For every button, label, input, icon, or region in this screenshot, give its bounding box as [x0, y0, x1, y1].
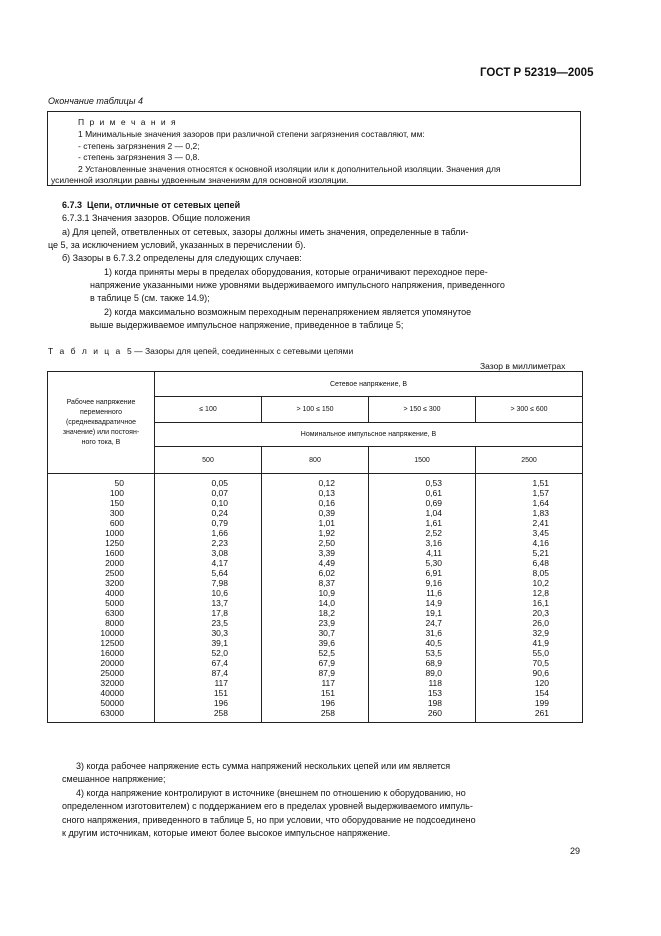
table-units: Зазор в миллиметрах	[480, 361, 566, 371]
working-voltage-value: 5000	[105, 598, 124, 608]
clearance-value: 20,3	[532, 608, 550, 618]
impulse-voltage-header: Номинальное импульсное напряжение, В	[155, 423, 583, 447]
working-voltage-value: 32000	[100, 678, 124, 688]
clearance-value: 3,45	[532, 528, 550, 538]
clearance-value: 199	[534, 698, 550, 708]
impulse-value-header: 1500	[369, 447, 476, 474]
clearance-value: 0,79	[211, 518, 228, 528]
clearance-value: 0,10	[211, 498, 228, 508]
clearance-column-2500	[476, 474, 583, 723]
clearance-value: 14,0	[318, 598, 335, 608]
working-voltage-value: 1000	[105, 528, 124, 538]
range-header: > 150 ≤ 300	[369, 397, 476, 423]
note-line: - степень загрязнения 2 — 0,2;	[78, 141, 200, 151]
clearance-value: 6,48	[532, 558, 550, 568]
clearance-value: 151	[213, 688, 228, 698]
clearance-value: 1,51	[532, 478, 550, 488]
clearance-value: 32,9	[532, 628, 550, 638]
clearance-value: 198	[427, 698, 442, 708]
paragraph-line: це 5, за исключением условий, указанных в перечислении б).	[48, 240, 306, 250]
clearance-value: 258	[213, 708, 228, 718]
clearance-value: 41,9	[532, 638, 550, 648]
working-voltage-value: 4000	[105, 588, 124, 598]
clearance-value: 117	[321, 678, 335, 688]
clearance-value: 30,3	[211, 628, 228, 638]
clearance-value: 0,13	[318, 488, 335, 498]
clearance-value: 0,07	[211, 488, 228, 498]
clearance-value: 16,1	[532, 598, 550, 608]
clearance-value: 52,0	[211, 648, 228, 658]
clearance-value: 30,7	[318, 628, 335, 638]
clearance-value: 118	[428, 678, 442, 688]
clearance-column-1500	[369, 474, 476, 723]
clearance-value: 8,37	[318, 578, 335, 588]
clearance-value: 67,4	[211, 658, 228, 668]
clearance-value: 40,5	[425, 638, 442, 648]
clearance-value: 261	[534, 708, 550, 718]
impulse-value-header: 2500	[476, 447, 583, 474]
clearance-value: 0,69	[425, 498, 442, 508]
paragraph-line: напряжение указанными ниже уровнями выдерживаемого импульсного напряжения, приведенного	[90, 280, 505, 290]
clearance-value: 23,5	[211, 618, 228, 628]
paragraph-line: определенном изготовителем) с поддержанием его в пределах уровней выдерживаемого импуль-	[62, 801, 473, 811]
working-voltage-value: 25000	[100, 668, 124, 678]
clearance-value: 3,16	[425, 538, 442, 548]
clearance-value: 2,41	[532, 518, 550, 528]
range-header: > 300 ≤ 600	[476, 397, 583, 423]
clearance-value: 11,6	[426, 588, 442, 598]
subsection-title: 6.7.3.1 Значения зазоров. Общие положения	[62, 213, 251, 223]
clearance-column-500	[155, 474, 262, 723]
clearance-value: 1,92	[318, 528, 335, 538]
clearance-table	[47, 371, 583, 723]
clearance-value: 153	[427, 688, 442, 698]
note-line: 2 Установленные значения относятся к основной изоляции или к дополнительной изоляции. Значения для	[78, 164, 501, 174]
clearance-value: 260	[427, 708, 442, 718]
page-number: 29	[570, 846, 581, 856]
working-voltage-value: 1600	[105, 548, 124, 558]
clearance-value: 196	[320, 698, 335, 708]
clearance-value: 7,98	[211, 578, 228, 588]
clearance-value: 4,49	[318, 558, 335, 568]
clearance-value: 1,57	[532, 488, 550, 498]
working-voltage-value: 300	[109, 508, 124, 518]
clearance-value: 0,12	[318, 478, 335, 488]
paragraph-line: 3) когда рабочее напряжение есть сумма напряжений нескольких цепей или им является	[76, 761, 451, 771]
clearance-value: 154	[534, 688, 550, 698]
clearance-value: 14,9	[425, 598, 442, 608]
clearance-value: 18,2	[318, 608, 335, 618]
range-header: > 100 ≤ 150	[262, 397, 369, 423]
clearance-value: 2,50	[318, 538, 335, 548]
working-voltage-value: 3200	[105, 578, 124, 588]
paragraph-line: выше выдерживаемое импульсное напряжение, приведенное в таблице 5;	[90, 320, 404, 330]
clearance-value: 39,1	[211, 638, 228, 648]
note-line: усиленной изоляции равны удвоенным значениям для основной изоляции.	[51, 175, 349, 185]
working-voltage-value: 1250	[105, 538, 124, 548]
clearance-value: 0,61	[425, 488, 442, 498]
paragraph-line: в таблице 5 (см. также 14.9);	[90, 293, 210, 303]
working-voltage-value: 2500	[105, 568, 124, 578]
paragraph-line: а) Для цепей, ответвленных от сетевых, зазоры должны иметь значения, определенные в табли-	[62, 227, 469, 237]
clearance-value: 0,16	[318, 498, 335, 508]
clearance-value: 5,64	[211, 568, 228, 578]
working-voltage-value: 8000	[105, 618, 124, 628]
clearance-value: 3,08	[211, 548, 228, 558]
paragraph-line: к другим источникам, которые имеют более высокое импульсное напряжение.	[62, 828, 391, 838]
section-heading	[62, 200, 240, 210]
paragraph-line: смешанное напряжение;	[62, 774, 166, 784]
clearance-value: 10,6	[211, 588, 228, 598]
table-continuation-label: Окончание таблицы 4	[48, 96, 143, 106]
working-voltage-value: 20000	[100, 658, 124, 668]
working-voltage-value: 40000	[100, 688, 124, 698]
clearance-value: 3,39	[318, 548, 335, 558]
clearance-value: 4,17	[211, 558, 228, 568]
clearance-value: 52,5	[318, 648, 335, 658]
clearance-value: 258	[320, 708, 335, 718]
notes-title: П р и м е ч а н и я	[78, 117, 178, 127]
clearance-value: 0,53	[425, 478, 442, 488]
clearance-value: 10,2	[532, 578, 550, 588]
clearance-value: 5,21	[532, 548, 550, 558]
clearance-value: 2,52	[425, 528, 442, 538]
table-caption-text: 5 — Зазоры для цепей, соединенных с сетевыми цепями	[127, 346, 354, 356]
clearance-value: 68,9	[425, 658, 442, 668]
working-voltage-column	[48, 474, 155, 723]
clearance-value: 87,9	[318, 668, 335, 678]
clearance-value: 5,30	[425, 558, 442, 568]
working-voltage-value: 50000	[100, 698, 124, 708]
clearance-value: 1,61	[425, 518, 442, 528]
clearance-column-800	[262, 474, 369, 723]
clearance-value: 0,39	[318, 508, 335, 518]
working-voltage-value: 6300	[105, 608, 124, 618]
clearance-value: 1,66	[211, 528, 228, 538]
note-line: - степень загрязнения 3 — 0,8.	[78, 152, 200, 162]
working-voltage-value: 50	[114, 478, 124, 488]
clearance-value: 24,7	[425, 618, 442, 628]
working-voltage-value: 2000	[105, 558, 124, 568]
clearance-value: 67,9	[318, 658, 335, 668]
paragraph-line: 4) когда напряжение контролируют в источнике (внешнем по отношению к оборудованию, но	[76, 788, 466, 798]
range-header: ≤ 100	[155, 397, 262, 423]
working-voltage-value: 100	[109, 488, 124, 498]
clearance-value: 117	[214, 678, 228, 688]
impulse-value-header: 500	[155, 447, 262, 474]
working-voltage-value: 150	[109, 498, 124, 508]
clearance-value: 9,16	[425, 578, 442, 588]
clearance-value: 120	[534, 678, 550, 688]
clearance-value: 4,16	[532, 538, 550, 548]
clearance-value: 26,0	[532, 618, 550, 628]
clearance-value: 17,8	[211, 608, 228, 618]
clearance-value: 0,24	[211, 508, 228, 518]
clearance-value: 87,4	[211, 668, 228, 678]
clearance-value: 90,6	[532, 668, 550, 678]
document-id: ГОСТ Р 52319—2005	[480, 67, 594, 79]
clearance-value: 1,64	[532, 498, 550, 508]
clearance-value: 70,5	[532, 658, 550, 668]
working-voltage-value: 12500	[100, 638, 124, 648]
table-caption	[48, 346, 353, 356]
clearance-value: 1,01	[318, 518, 335, 528]
section-number: 6.7.3	[62, 200, 83, 210]
clearance-value: 1,04	[425, 508, 442, 518]
clearance-value: 1,83	[532, 508, 550, 518]
notes-box	[47, 111, 581, 186]
clearance-value: 13,7	[211, 598, 228, 608]
clearance-value: 12,8	[532, 588, 550, 598]
section-title: Цепи, отличные от сетевых цепей	[87, 200, 241, 210]
clearance-value: 89,0	[425, 668, 442, 678]
clearance-value: 6,02	[318, 568, 335, 578]
working-voltage-value: 600	[109, 518, 124, 528]
clearance-value: 0,05	[211, 478, 228, 488]
clearance-value: 151	[320, 688, 335, 698]
clearance-value: 19,1	[425, 608, 442, 618]
working-voltage-value: 63000	[100, 708, 124, 718]
table-caption-label: Т а б л и ц а	[48, 346, 123, 356]
mains-voltage-header: Сетевое напряжение, В	[155, 372, 583, 397]
paragraph-line: сного напряжения, приведенного в таблице 5, но при условии, что оборудование не подсоединено	[62, 815, 476, 825]
clearance-value: 10,9	[318, 588, 335, 598]
clearance-value: 31,6	[425, 628, 442, 638]
clearance-value: 39,6	[318, 638, 335, 648]
clearance-value: 55,0	[532, 648, 550, 658]
working-voltage-header: Рабочее напряжение переменного (среднеквадратичное значение) или постоян- ного тока, В	[48, 372, 155, 474]
paragraph-line: 1) когда приняты меры в пределах оборудования, которые ограничивают переходное пере-	[104, 267, 488, 277]
working-voltage-value: 10000	[100, 628, 124, 638]
impulse-value-header: 800	[262, 447, 369, 474]
clearance-value: 196	[213, 698, 228, 708]
clearance-value: 8,05	[532, 568, 550, 578]
clearance-value: 53,5	[425, 648, 442, 658]
paragraph-line: б) Зазоры в 6.7.3.2 определены для следующих случаев:	[62, 253, 302, 263]
clearance-value: 6,91	[425, 568, 442, 578]
working-voltage-value: 16000	[100, 648, 124, 658]
paragraph-line: 2) когда максимально возможным переходным перенапряжением является упомянутое	[104, 307, 472, 317]
note-line: 1 Минимальные значения зазоров при различной степени загрязнения составляют, мм:	[78, 129, 425, 139]
clearance-value: 23,9	[318, 618, 335, 628]
clearance-value: 4,11	[426, 548, 442, 558]
clearance-value: 2,23	[211, 538, 228, 548]
